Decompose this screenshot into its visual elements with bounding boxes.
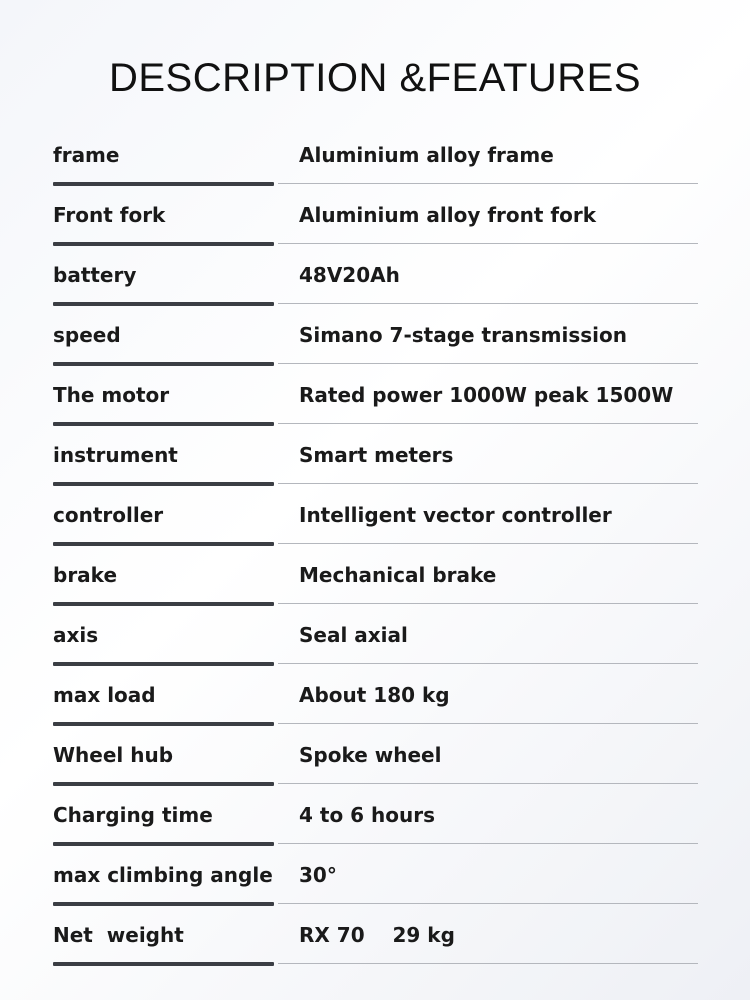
divider-light bbox=[278, 723, 698, 724]
spec-row bbox=[0, 785, 750, 845]
divider-light bbox=[278, 903, 698, 904]
spec-label: max climbing angle bbox=[53, 863, 273, 887]
spec-table bbox=[0, 125, 750, 965]
spec-value: Mechanical brake bbox=[299, 563, 497, 587]
divider-dark bbox=[53, 962, 274, 966]
divider-light bbox=[278, 783, 698, 784]
divider-light bbox=[278, 423, 698, 424]
spec-row bbox=[0, 605, 750, 665]
spec-value: About 180 kg bbox=[299, 683, 450, 707]
spec-value: Aluminium alloy front fork bbox=[299, 203, 597, 227]
spec-label: Charging time bbox=[53, 803, 213, 827]
spec-row bbox=[0, 245, 750, 305]
spec-value: 30° bbox=[299, 863, 337, 887]
divider-light bbox=[278, 183, 698, 184]
spec-value: Smart meters bbox=[299, 443, 454, 467]
divider-light bbox=[278, 243, 698, 244]
spec-row bbox=[0, 845, 750, 905]
spec-row bbox=[0, 185, 750, 245]
spec-row bbox=[0, 305, 750, 365]
spec-value: 4 to 6 hours bbox=[299, 803, 436, 827]
spec-label: axis bbox=[53, 623, 99, 647]
spec-value: RX 70 29 kg bbox=[299, 923, 455, 947]
divider-light bbox=[278, 363, 698, 364]
divider-light bbox=[278, 303, 698, 304]
divider-light bbox=[278, 663, 698, 664]
spec-value: Simano 7-stage transmission bbox=[299, 323, 627, 347]
spec-row bbox=[0, 725, 750, 785]
spec-value: 48V20Ah bbox=[299, 263, 400, 287]
spec-label: speed bbox=[53, 323, 121, 347]
divider-light bbox=[278, 483, 698, 484]
spec-row bbox=[0, 125, 750, 185]
spec-label: instrument bbox=[53, 443, 178, 467]
spec-row bbox=[0, 365, 750, 425]
divider-light bbox=[278, 843, 698, 844]
spec-row bbox=[0, 665, 750, 725]
spec-value: Rated power 1000W peak 1500W bbox=[299, 383, 674, 407]
spec-row bbox=[0, 545, 750, 605]
page-title: DESCRIPTION &FEATURES bbox=[108, 56, 642, 100]
spec-label: Wheel hub bbox=[53, 743, 174, 767]
spec-value: Spoke wheel bbox=[299, 743, 442, 767]
spec-row bbox=[0, 905, 750, 965]
spec-label: Net weight bbox=[53, 923, 184, 947]
spec-label: max load bbox=[53, 683, 156, 707]
spec-value: Aluminium alloy frame bbox=[299, 143, 554, 167]
spec-label: controller bbox=[53, 503, 164, 527]
spec-label: The motor bbox=[53, 383, 170, 407]
divider-light bbox=[278, 963, 698, 964]
spec-label: battery bbox=[53, 263, 137, 287]
spec-value: Intelligent vector controller bbox=[299, 503, 612, 527]
spec-row bbox=[0, 485, 750, 545]
spec-value: Seal axial bbox=[299, 623, 408, 647]
divider-light bbox=[278, 603, 698, 604]
spec-label: brake bbox=[53, 563, 118, 587]
spec-row bbox=[0, 425, 750, 485]
spec-label: Front fork bbox=[53, 203, 166, 227]
spec-label: frame bbox=[53, 143, 120, 167]
divider-light bbox=[278, 543, 698, 544]
